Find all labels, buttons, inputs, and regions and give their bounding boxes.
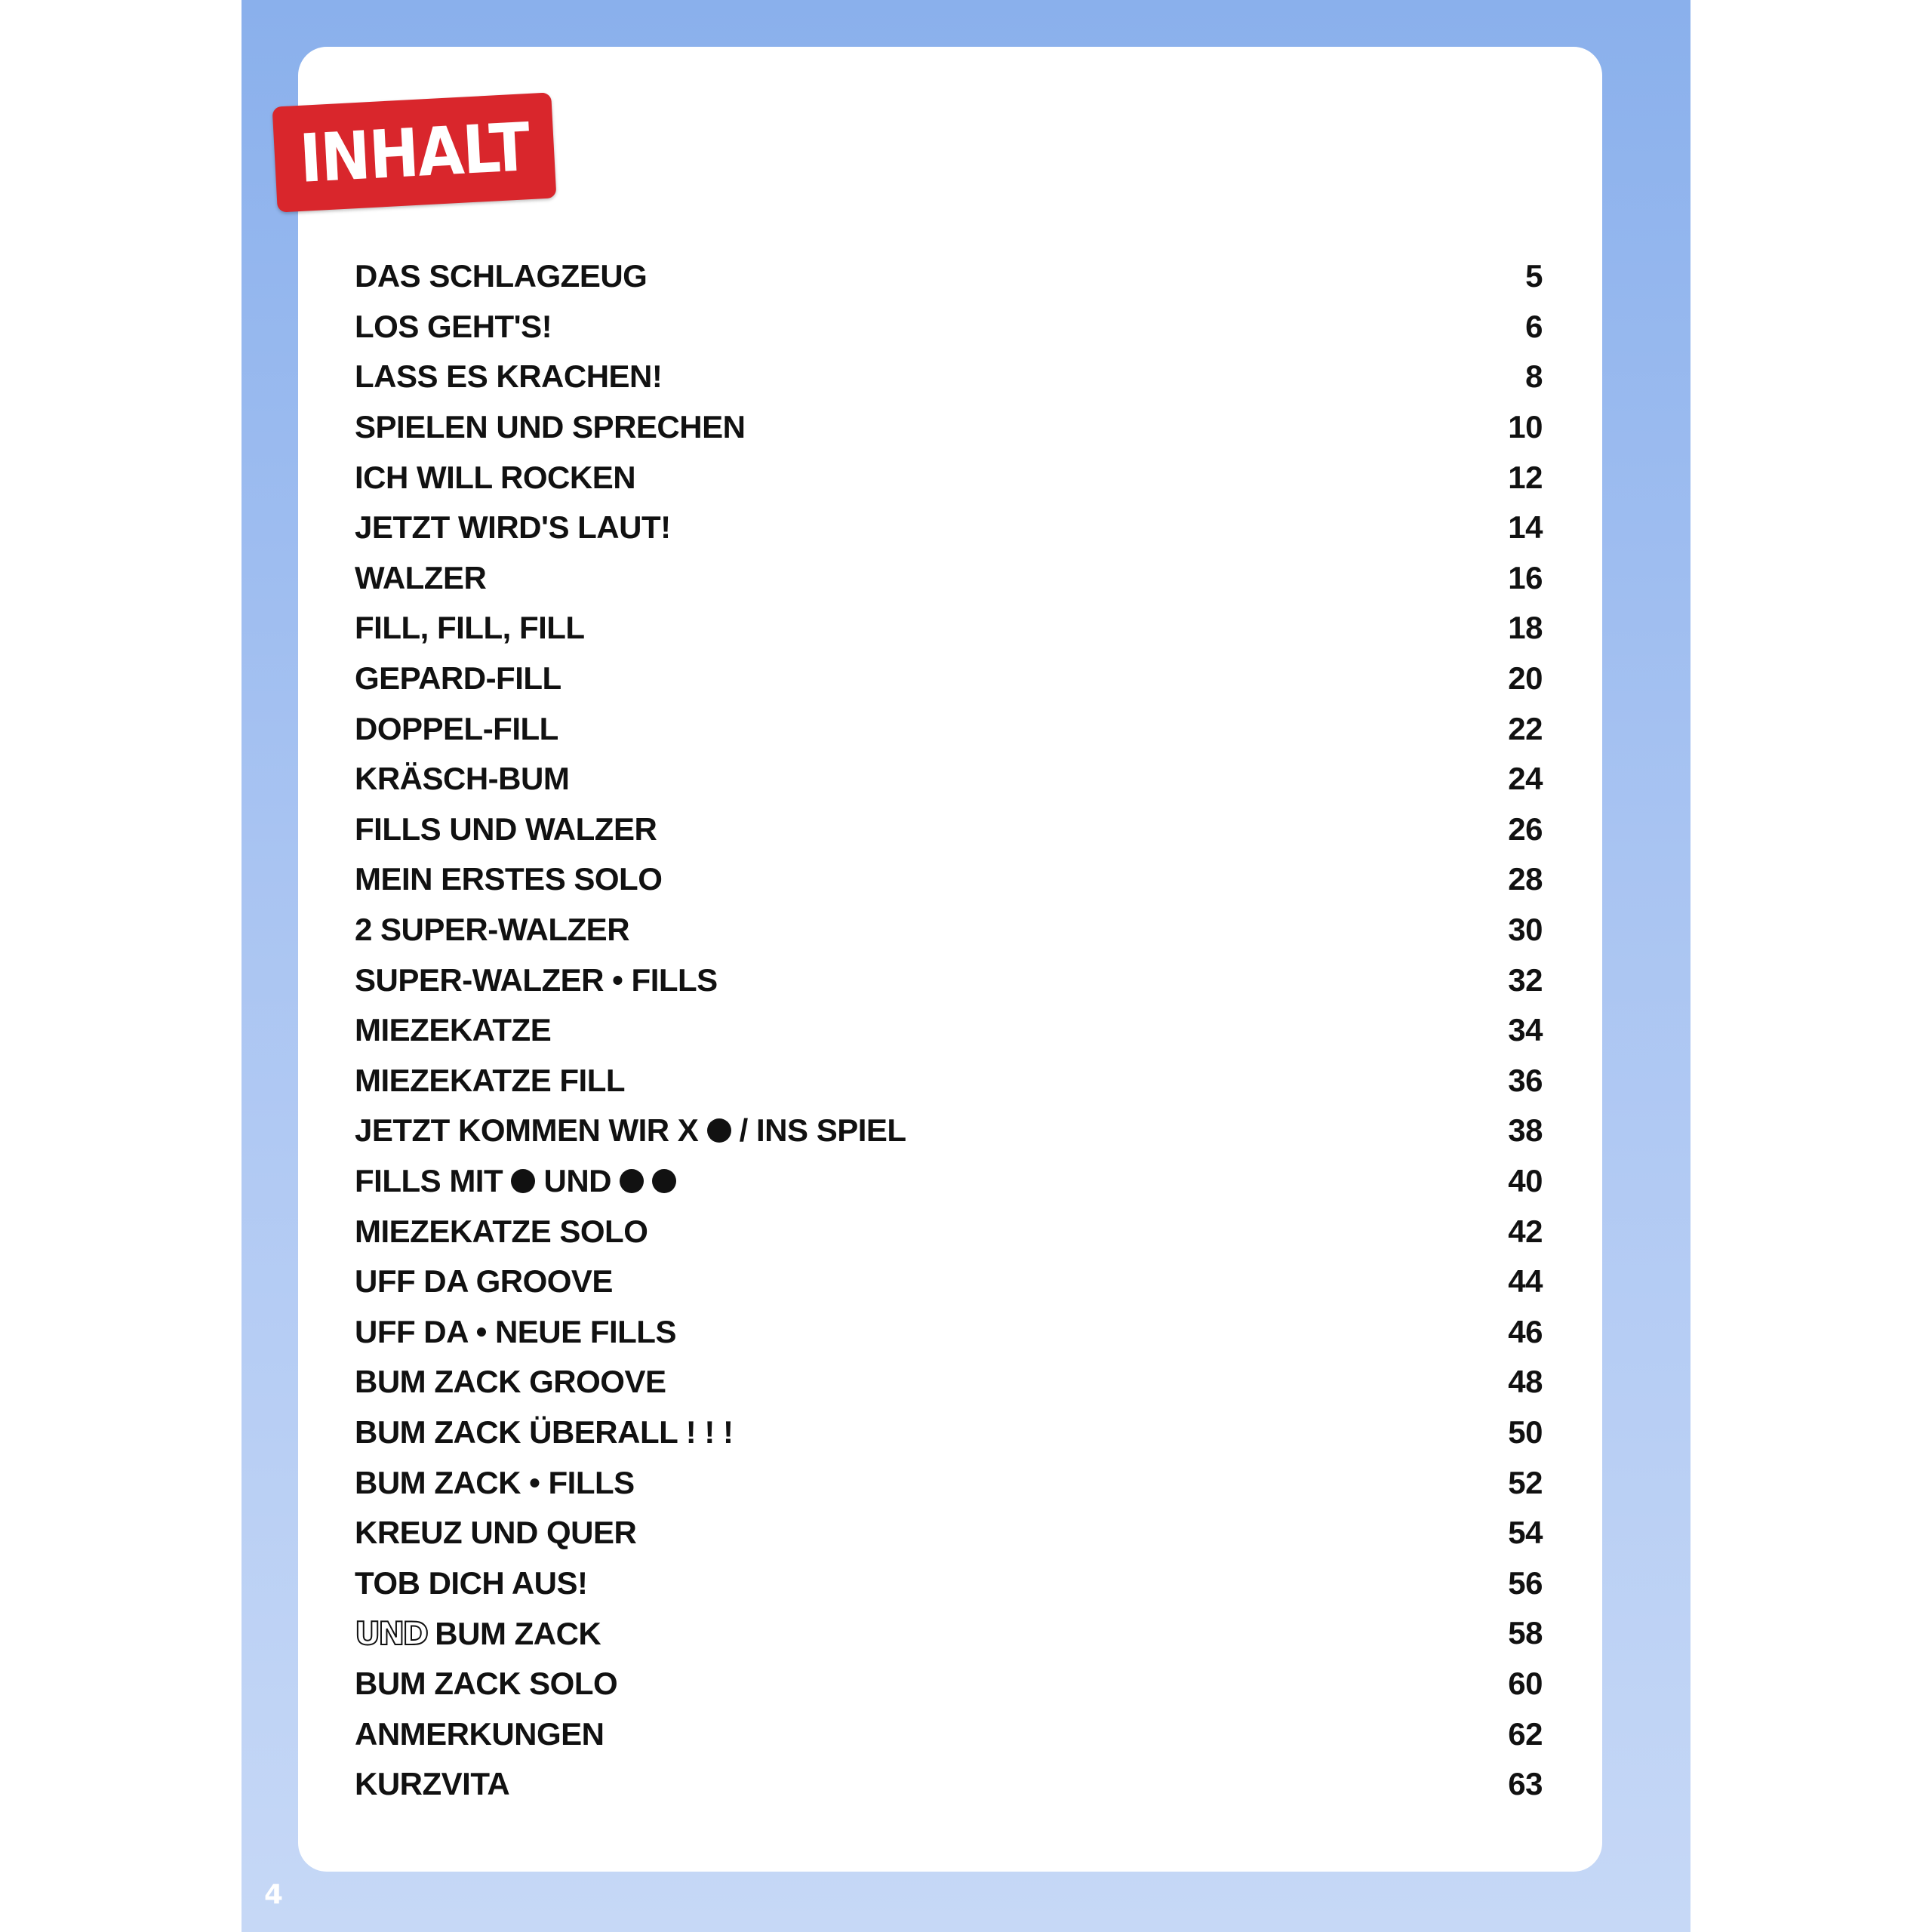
toc-page-number: 26 xyxy=(1508,811,1543,847)
toc-title: BUM ZACK ÜBERALL ! ! ! xyxy=(355,1414,734,1450)
toc-row[interactable] xyxy=(355,754,1543,804)
toc-page-number: 22 xyxy=(1508,710,1543,746)
toc-page-number: 36 xyxy=(1508,1062,1543,1098)
toc-title: MEIN ERSTES SOLO xyxy=(355,861,663,897)
toc-title xyxy=(355,1163,676,1199)
toc-page-number: 52 xyxy=(1508,1464,1543,1500)
toc-row[interactable] xyxy=(355,955,1543,1005)
toc-title: MIEZEKATZE xyxy=(355,1012,552,1048)
toc-page-number: 32 xyxy=(1508,961,1543,998)
toc-page-number: 40 xyxy=(1508,1162,1543,1198)
toc-title: KURZVITA xyxy=(355,1766,510,1802)
toc-row[interactable] xyxy=(355,1257,1543,1307)
toc-title-part: BUM ZACK xyxy=(435,1615,601,1651)
filled-note-dot-icon xyxy=(707,1118,731,1143)
toc-title: KRÄSCH-BUM xyxy=(355,761,570,797)
toc-title: TOB DICH AUS! xyxy=(355,1564,588,1601)
toc-page-number: 16 xyxy=(1508,559,1543,595)
toc-row[interactable] xyxy=(355,1457,1543,1508)
toc-row[interactable] xyxy=(355,352,1543,402)
toc-row[interactable] xyxy=(355,1206,1543,1257)
toc-page-number: 28 xyxy=(1508,861,1543,897)
toc-page-number: 63 xyxy=(1508,1766,1543,1802)
filled-note-dot-icon xyxy=(511,1169,535,1193)
toc-page-number: 6 xyxy=(1525,308,1543,344)
toc-row[interactable] xyxy=(355,553,1543,604)
toc-page-number: 48 xyxy=(1508,1364,1543,1400)
toc-row[interactable] xyxy=(355,1106,1543,1156)
toc-page-number: 50 xyxy=(1508,1414,1543,1450)
toc-page-number: 34 xyxy=(1508,1012,1543,1048)
toc-title: GEPARD-FILL xyxy=(355,660,561,697)
toc-row[interactable] xyxy=(355,1306,1543,1357)
toc-title: WALZER xyxy=(355,559,487,595)
toc-page-number: 24 xyxy=(1508,761,1543,797)
toc-page-number: 14 xyxy=(1508,509,1543,546)
toc-title: BUM ZACK • FILLS xyxy=(355,1464,635,1500)
toc-row[interactable] xyxy=(355,1709,1543,1759)
filled-note-dot-icon xyxy=(652,1169,676,1193)
toc-title: MIEZEKATZE FILL xyxy=(355,1062,626,1098)
toc-page-number: 30 xyxy=(1508,912,1543,948)
toc-title-part: FILLS MIT xyxy=(355,1162,503,1198)
toc-page-number: 60 xyxy=(1508,1665,1543,1701)
toc-row[interactable] xyxy=(355,854,1543,905)
outlined-und-label: UND xyxy=(355,1614,427,1652)
toc-title xyxy=(355,1112,906,1149)
toc-title: UFF DA GROOVE xyxy=(355,1263,613,1300)
toc-title: DOPPEL-FILL xyxy=(355,710,558,746)
toc-row[interactable] xyxy=(355,402,1543,453)
toc-title: 2 SUPER-WALZER xyxy=(355,912,630,948)
toc-title xyxy=(355,1615,601,1652)
toc-page-number: 5 xyxy=(1525,258,1543,294)
toc-title-part: UND xyxy=(543,1162,611,1198)
toc-title: BUM ZACK SOLO xyxy=(355,1665,618,1701)
toc-title-part: / INS SPIEL xyxy=(739,1112,906,1149)
toc-title: ICH WILL ROCKEN xyxy=(355,459,636,495)
toc-page-number: 42 xyxy=(1508,1213,1543,1249)
toc-row[interactable] xyxy=(355,804,1543,855)
toc-row[interactable] xyxy=(355,1558,1543,1608)
toc-title: ANMERKUNGEN xyxy=(355,1715,605,1752)
toc-page-number: 20 xyxy=(1508,660,1543,697)
toc-row[interactable] xyxy=(355,905,1543,955)
title-badge xyxy=(272,92,557,212)
toc-title: DAS SCHLAGZEUG xyxy=(355,258,648,294)
toc-row[interactable] xyxy=(355,603,1543,654)
toc-title: FILL, FILL, FILL xyxy=(355,610,585,646)
toc-row[interactable] xyxy=(355,1005,1543,1056)
page-title: INHALT xyxy=(297,107,531,198)
toc-title: SUPER-WALZER • FILLS xyxy=(355,961,718,998)
toc-row[interactable] xyxy=(355,1357,1543,1407)
toc-page-number: 12 xyxy=(1508,459,1543,495)
toc-row[interactable] xyxy=(355,503,1543,553)
toc-title: MIEZEKATZE SOLO xyxy=(355,1213,648,1249)
footer-page-number: 4 xyxy=(264,1879,284,1910)
toc-row[interactable] xyxy=(355,1608,1543,1659)
toc-page-number: 10 xyxy=(1508,409,1543,445)
toc-row[interactable] xyxy=(355,1508,1543,1558)
toc-page-number: 38 xyxy=(1508,1112,1543,1149)
toc-title: FILLS UND WALZER xyxy=(355,811,657,847)
toc-title: UFF DA • NEUE FILLS xyxy=(355,1313,676,1349)
toc-row[interactable] xyxy=(355,251,1543,302)
toc-page-number: 62 xyxy=(1508,1715,1543,1752)
filled-note-dot-icon xyxy=(620,1169,644,1193)
toc-page-number: 56 xyxy=(1508,1564,1543,1601)
toc-row[interactable] xyxy=(355,1659,1543,1709)
toc-title: LOS GEHT'S! xyxy=(355,308,552,344)
toc-title: BUM ZACK GROOVE xyxy=(355,1364,666,1400)
toc-title-part: JETZT KOMMEN WIR X xyxy=(355,1112,699,1149)
toc-title: KREUZ UND QUER xyxy=(355,1515,637,1551)
toc-row[interactable] xyxy=(355,1407,1543,1458)
toc-page-number: 8 xyxy=(1525,358,1543,395)
toc-page-number: 54 xyxy=(1508,1515,1543,1551)
toc-title: SPIELEN UND SPRECHEN xyxy=(355,409,746,445)
toc-page-number: 46 xyxy=(1508,1313,1543,1349)
table-of-contents xyxy=(355,251,1543,1809)
toc-page-number: 58 xyxy=(1508,1615,1543,1651)
toc-row[interactable] xyxy=(355,1056,1543,1106)
toc-row[interactable] xyxy=(355,1759,1543,1810)
toc-row[interactable] xyxy=(355,654,1543,704)
toc-title: LASS ES KRACHEN! xyxy=(355,358,663,395)
toc-title: JETZT WIRD'S LAUT! xyxy=(355,509,671,546)
toc-row[interactable] xyxy=(355,1156,1543,1207)
toc-row[interactable] xyxy=(355,703,1543,754)
toc-row[interactable] xyxy=(355,302,1543,352)
toc-page-number: 44 xyxy=(1508,1263,1543,1300)
toc-row[interactable] xyxy=(355,452,1543,503)
toc-page-number: 18 xyxy=(1508,610,1543,646)
